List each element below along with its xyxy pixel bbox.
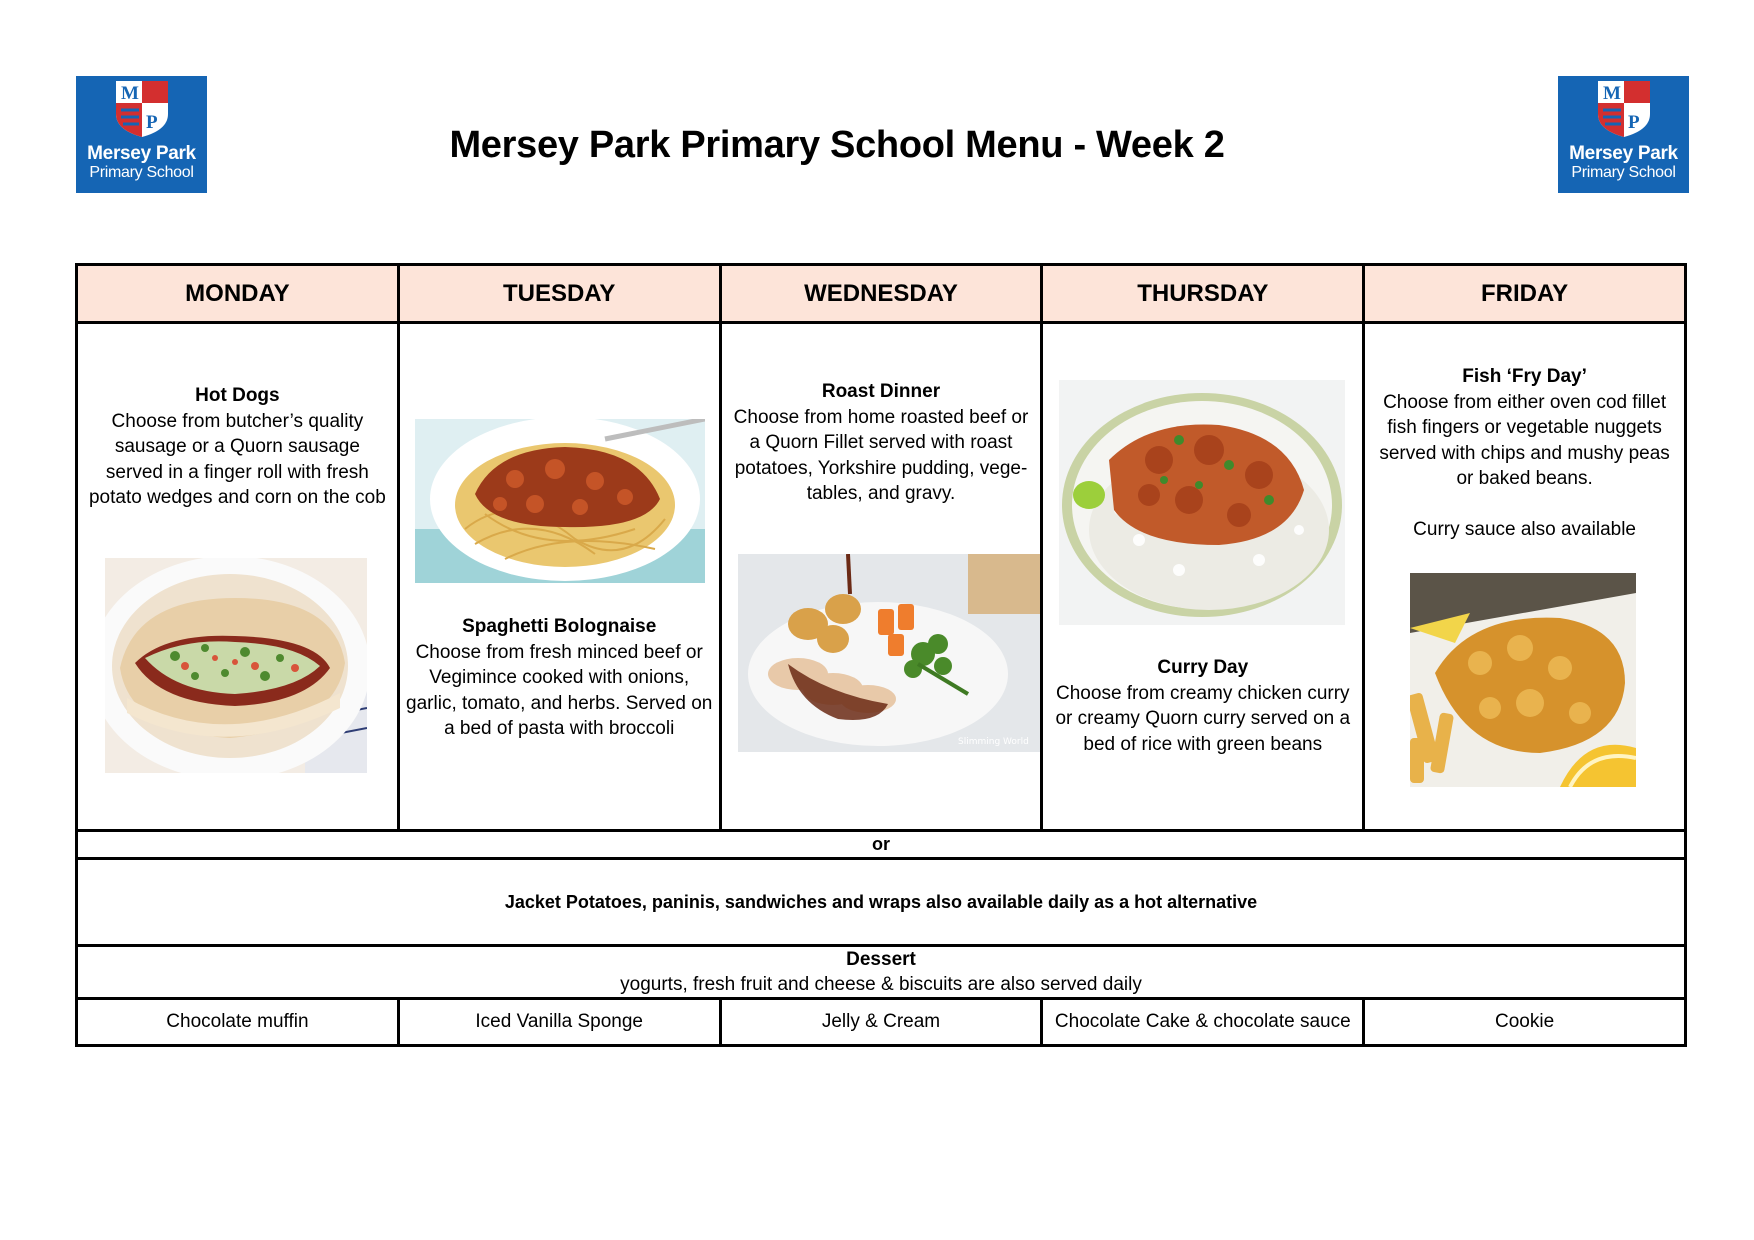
curry-photo — [1059, 380, 1345, 625]
dessert-items-row — [78, 1000, 1684, 1044]
day-header-tuesday: TUESDAY — [400, 266, 722, 321]
meal-text-thursday — [1049, 655, 1356, 757]
svg-text:P: P — [145, 112, 158, 133]
logo-text-line1: Mersey Park — [1569, 143, 1678, 164]
dish-description: Choose from butcher’s quality sausage or a Quorn sausage served in a finger roll with fresh potato wedges and corn on the cob — [88, 410, 386, 508]
meal-text-friday — [1371, 364, 1678, 542]
dessert-item-friday: Cookie — [1495, 1011, 1555, 1032]
meal-cell-friday — [1365, 324, 1684, 829]
hot-alternative-note: Jacket Potatoes, paninis, sandwiches and wraps also available daily as a hot alternative — [78, 860, 1684, 947]
dish-name: Hot Dogs — [195, 385, 280, 406]
logo-text-line2: Primary School — [1571, 164, 1676, 181]
dish-description: Choose from either oven cod fillet fish fingers or vegetable nuggets served with chips and mushy peas or baked beans. — [1379, 391, 1670, 489]
day-header-thursday: THURSDAY — [1043, 266, 1365, 321]
main-meals-row — [78, 324, 1684, 832]
dish-name: Fish ‘Fry Day’ — [1462, 366, 1587, 387]
dish-extra-note: Curry sauce also available — [1413, 518, 1636, 540]
dish-name: Curry Day — [1157, 657, 1249, 678]
meal-cell-wednesday — [722, 324, 1044, 829]
svg-text:M: M — [120, 83, 139, 104]
dish-description: Choose from creamy chicken curry or creamy Quorn curry served on a bed of rice with green beans — [1055, 682, 1351, 755]
dessert-heading: Dessert — [846, 949, 916, 970]
dessert-section — [78, 947, 1684, 1000]
day-header-friday: FRIDAY — [1481, 279, 1569, 307]
meal-text-wednesday — [730, 379, 1033, 507]
logo-text-line1: Mersey Park — [87, 143, 196, 164]
day-header-monday: MONDAY — [78, 266, 400, 321]
dessert-item-tuesday: Iced Vanilla Sponge — [400, 1000, 722, 1044]
roast-dinner-photo — [738, 554, 1040, 752]
logo-text-line2: Primary School — [89, 164, 194, 181]
dish-description: Choose from home roasted beef or a Quorn Fillet served with roast potatoes, Yorkshire pudding, vege-tables, and gravy. — [733, 406, 1029, 504]
spaghetti-photo — [415, 419, 705, 583]
page-title: Mersey Park Primary School Menu - Week 2 — [449, 124, 1225, 166]
fish-and-chips-photo — [1410, 573, 1636, 787]
svg-text:M: M — [1602, 83, 1621, 104]
meal-text-tuesday — [406, 614, 713, 742]
meal-cell-tuesday — [400, 324, 722, 829]
day-header-wednesday: WEDNESDAY — [722, 266, 1044, 321]
dessert-note: yogurts, fresh fruit and cheese & biscuits are also served daily — [620, 974, 1142, 995]
meal-cell-monday — [78, 324, 400, 829]
day-header-row — [78, 266, 1684, 324]
dessert-item-wednesday: Jelly & Cream — [722, 1000, 1044, 1044]
dish-name: Roast Dinner — [821, 381, 941, 402]
dish-description: Choose from fresh minced beef or Vegimince cooked with onions, garlic, tomato, and herbs. Served on a bed of pasta with broccoli — [406, 641, 713, 739]
dish-name: Spaghetti Bolognaise — [462, 616, 657, 637]
or-divider: or — [78, 832, 1684, 860]
menu-table — [75, 263, 1687, 1047]
hot-dog-photo — [105, 558, 367, 773]
meal-text-monday — [88, 383, 387, 511]
photo-watermark: Slimming World — [957, 737, 1029, 747]
dessert-item-thursday: Chocolate Cake & chocolate sauce — [1043, 1000, 1365, 1044]
svg-text:P: P — [1627, 112, 1640, 133]
meal-cell-thursday — [1043, 324, 1365, 829]
dessert-item-monday: Chocolate muffin — [78, 1000, 400, 1044]
